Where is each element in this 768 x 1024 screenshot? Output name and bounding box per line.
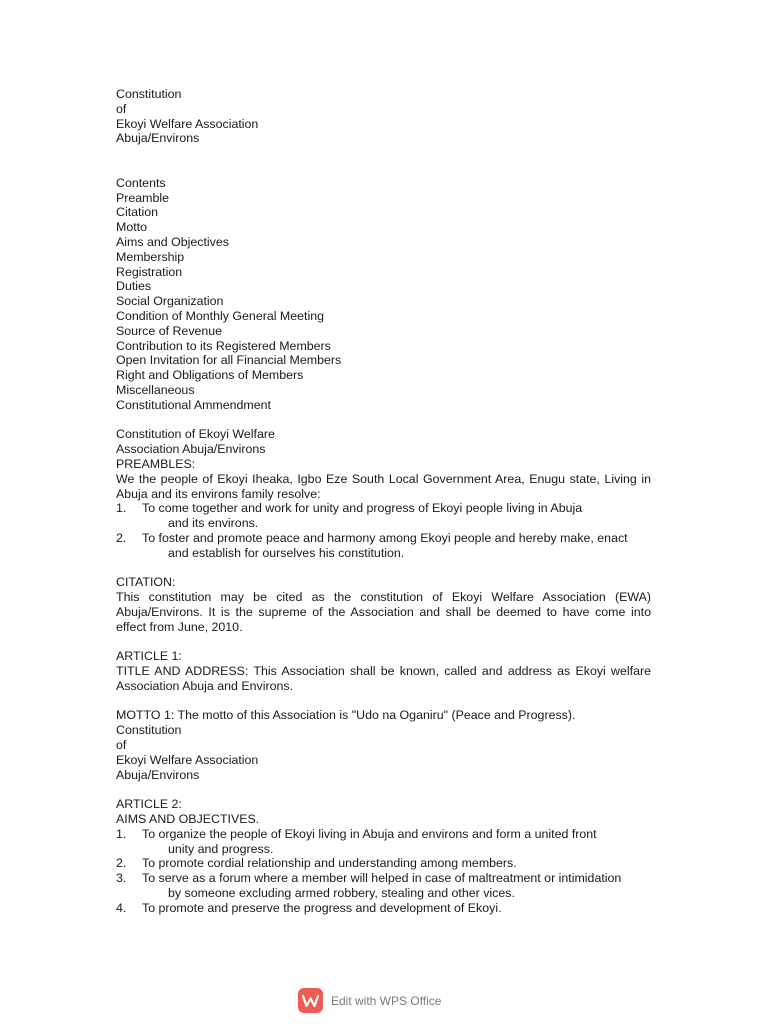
article-label: ARTICLE 1: <box>116 649 182 664</box>
title-block <box>116 87 651 146</box>
list-text: To organize the people of Ekoyi living in Abuja and environs and form a united front <box>142 826 597 841</box>
list-text: To promote and preserve the progress and development of Ekoyi. <box>142 900 502 915</box>
list-number: 3. <box>116 871 127 886</box>
contents-item: Miscellaneous <box>116 382 195 397</box>
contents-item: Social Organization <box>116 294 224 309</box>
list-text-continuation: and establish for ourselves his constitution. <box>168 545 405 560</box>
contents-item: Preamble <box>116 190 170 205</box>
contents-item: Duties <box>116 279 152 294</box>
list-text: To serve as a forum where a member will helped in case of maltreatment or intimidation <box>142 871 622 886</box>
preamble-heading: Association Abuja/Environs <box>116 442 266 457</box>
contents-item: Aims and Objectives <box>116 234 229 249</box>
contents-item: Condition of Monthly General Meeting <box>116 308 325 323</box>
wps-edit-label: Edit with WPS Office <box>331 993 442 1008</box>
contents-item: Right and Obligations of Members <box>116 368 304 383</box>
list-item <box>116 501 651 516</box>
list-text-continuation: unity and progress. <box>168 841 274 856</box>
title-line: Constitution <box>116 87 182 101</box>
list-number: 1. <box>116 826 127 841</box>
repeat-title-line: Ekoyi Welfare Association <box>116 752 259 767</box>
contents-item: Citation <box>116 205 159 220</box>
article2-section <box>116 797 651 915</box>
list-item <box>116 856 651 871</box>
contents-item: Source of Revenue <box>116 323 223 338</box>
motto-section <box>116 708 651 782</box>
contents-item: Membership <box>116 249 185 264</box>
contents-item: Motto <box>116 220 147 235</box>
article1-section <box>116 649 651 693</box>
list-text: To promote cordial relationship and understanding among members. <box>142 856 517 871</box>
repeat-title-line: of <box>116 738 127 753</box>
preamble-heading: Constitution of Ekoyi Welfare <box>116 427 275 442</box>
list-text: To foster and promote peace and harmony among Ekoyi people and hereby make, enact <box>142 530 628 545</box>
document-page <box>116 87 651 916</box>
title-line: of <box>116 101 127 116</box>
list-number: 2. <box>116 530 127 545</box>
list-item <box>116 901 651 916</box>
motto-text: MOTTO 1: The motto of this Association is "Udo na Oganiru" (Peace and Progress). <box>116 708 576 723</box>
contents-item: Contribution to its Registered Members <box>116 338 331 353</box>
title-line: Abuja/Environs <box>116 131 200 146</box>
list-number: 4. <box>116 900 127 915</box>
citation-text: This constitution may be cited as the constitution of Ekoyi Welfare Association (EWA) Abuja/Environs. It is the supreme of the Association and shall be deemed to have come into effect from June, 2010. <box>116 590 651 634</box>
contents-heading: Contents <box>116 175 166 190</box>
title-line: Ekoyi Welfare Association <box>116 116 259 131</box>
list-text-continuation: and its environs. <box>168 516 259 531</box>
preamble-intro: We the people of Ekoyi Iheaka, Igbo Eze South Local Government Area, Enugu state, Living in Abuja and its environs family resolve: <box>116 471 651 501</box>
list-number: 1. <box>116 501 127 516</box>
article-text: TITLE AND ADDRESS: This Association shall be known, called and address as Ekoyi welfare Association Abuja and Environs. <box>116 664 651 693</box>
list-item <box>116 871 651 886</box>
article-subheading: AIMS AND OBJECTIVES. <box>116 812 260 827</box>
list-text: To come together and work for unity and progress of Ekoyi people living in Abuja <box>142 501 583 516</box>
wps-edit-link[interactable] <box>298 988 441 1013</box>
list-item <box>116 827 651 842</box>
citation-label: CITATION: <box>116 575 176 590</box>
contents-section <box>116 176 651 413</box>
repeat-title-line: Constitution <box>116 723 182 738</box>
contents-item: Registration <box>116 264 183 279</box>
contents-item: Constitutional Ammendment <box>116 397 271 412</box>
preamble-section <box>116 427 651 560</box>
wps-w-logo-icon <box>298 988 323 1013</box>
article-label: ARTICLE 2: <box>116 797 182 812</box>
repeat-title-line: Abuja/Environs <box>116 767 200 782</box>
list-number: 2. <box>116 856 127 871</box>
citation-section <box>116 575 651 634</box>
list-text-continuation: by someone excluding armed robbery, stealing and other vices. <box>168 886 515 901</box>
list-item <box>116 531 651 546</box>
preamble-label: PREAMBLES: <box>116 456 196 471</box>
contents-item: Open Invitation for all Financial Members <box>116 353 342 368</box>
